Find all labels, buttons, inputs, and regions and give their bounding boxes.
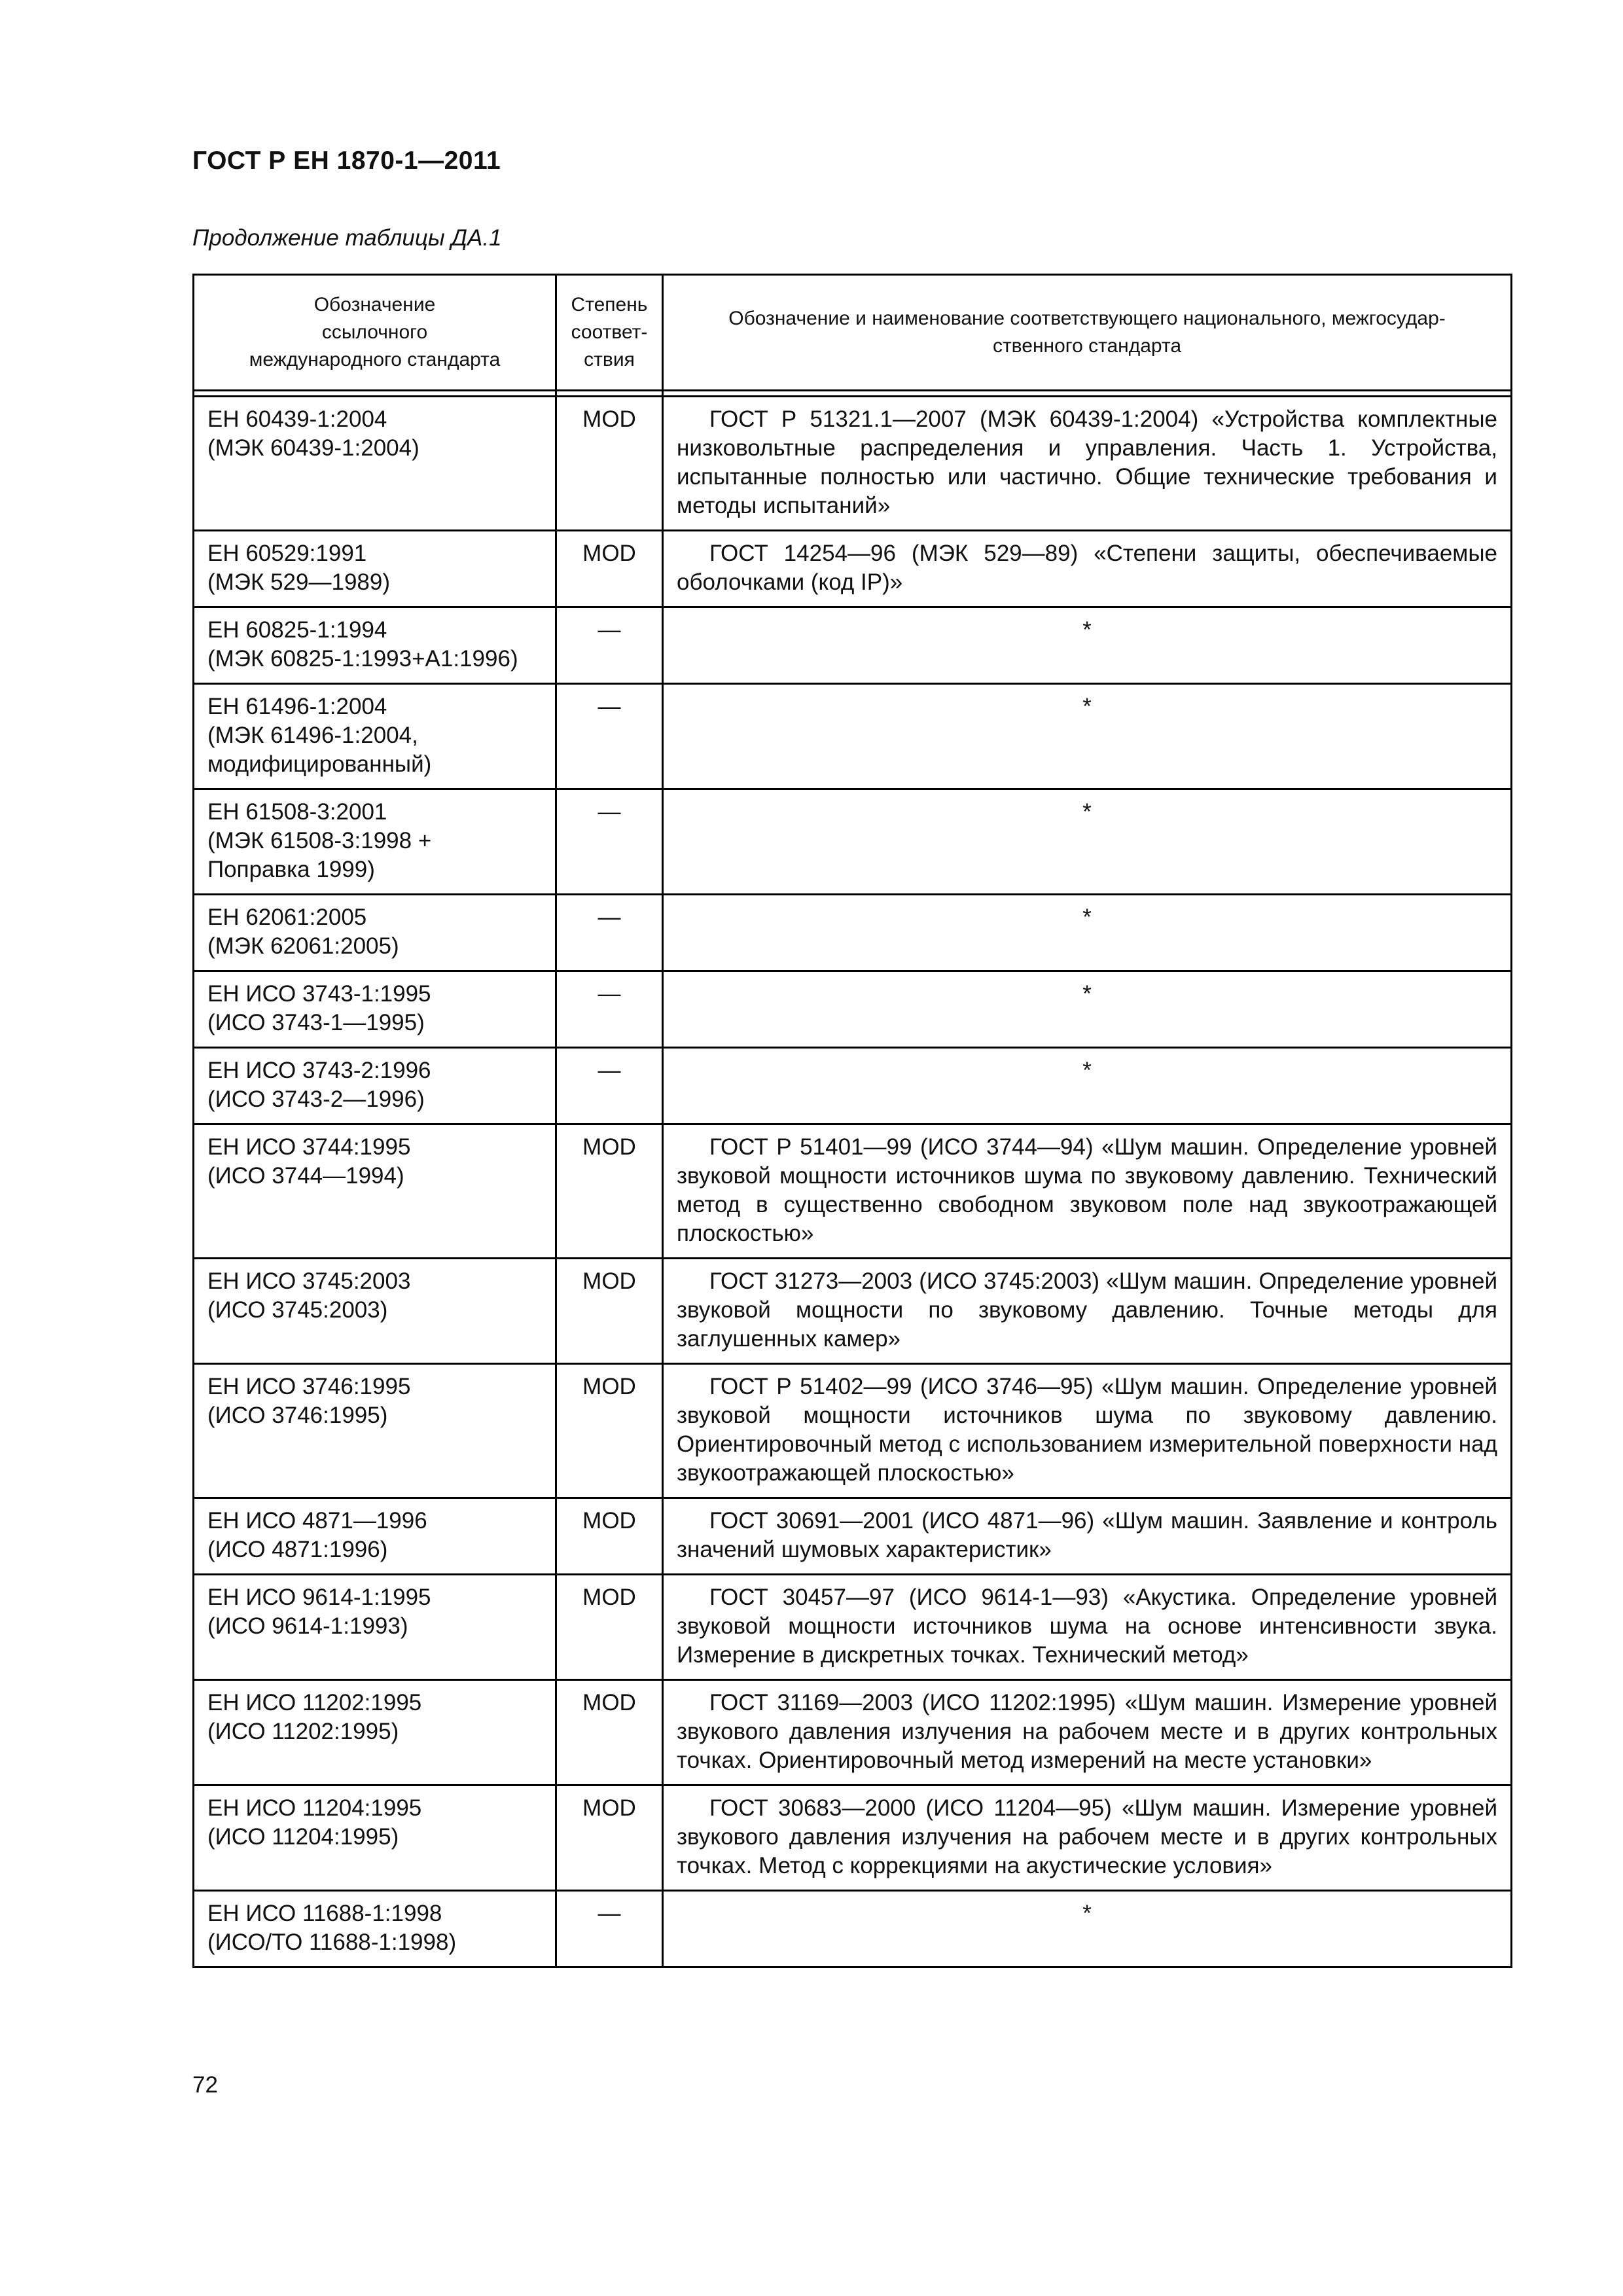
table-row <box>194 1259 1512 1364</box>
national-standard-cell: ГОСТ 31273—2003 (ИСО 3745:2003) «Шум машин. Определение уровней звуковой мощности по звуковому давлению. Точные методы для заглушенных камер» <box>663 1259 1512 1364</box>
national-standard-cell: * <box>663 1891 1512 1967</box>
table-row <box>194 1364 1512 1498</box>
reference-standard-cell: ЕН 60529:1991 (МЭК 529—1989) <box>194 531 556 607</box>
national-standard-cell: ГОСТ 30457—97 (ИСО 9614-1—93) «Акустика. Определение уровней звуковой мощности источников шума на основе интенсивности звука. Измерение в дискретных точках. Технический метод» <box>663 1575 1512 1680</box>
national-standard-cell: * <box>663 971 1512 1048</box>
reference-standard-cell: ЕН 61496-1:2004 (МЭК 61496-1:2004, модифицированный) <box>194 684 556 789</box>
national-standard-cell: * <box>663 895 1512 971</box>
reference-standard-cell: ЕН ИСО 11202:1995 (ИСО 11202:1995) <box>194 1680 556 1785</box>
national-standard-cell: ГОСТ Р 51402—99 (ИСО 3746—95) «Шум машин. Определение уровней звуковой мощности источников шума по звуковому давлению. Ориентировочный метод с использованием измерительной поверхности над звукоотражающей плоскостью» <box>663 1364 1512 1498</box>
national-standard-cell: ГОСТ 31169—2003 (ИСО 11202:1995) «Шум машин. Измерение уровней звукового давления излучения на рабочем месте и в других контрольных точках. Ориентировочный метод измерений на месте установки» <box>663 1680 1512 1785</box>
table-body <box>194 391 1512 1967</box>
table-row <box>194 895 1512 971</box>
conformity-degree-cell: — <box>556 1891 663 1967</box>
conformity-degree-cell: — <box>556 971 663 1048</box>
reference-standard-cell: ЕН ИСО 3743-2:1996 (ИСО 3743-2—1996) <box>194 1048 556 1124</box>
national-standard-cell: ГОСТ 30691—2001 (ИСО 4871—96) «Шум машин. Заявление и контроль значений шумовых характеристик» <box>663 1498 1512 1575</box>
conformity-degree-cell: — <box>556 1048 663 1124</box>
conformity-degree-cell: — <box>556 607 663 684</box>
table-row <box>194 397 1512 531</box>
header-separator <box>194 391 1512 397</box>
document-title: ГОСТ Р ЕН 1870-1—2011 <box>192 147 501 175</box>
table-row <box>194 531 1512 607</box>
conformity-degree-cell: MOD <box>556 1680 663 1785</box>
table-row <box>194 1785 1512 1891</box>
reference-standard-cell: ЕН ИСО 9614-1:1995 (ИСО 9614-1:1993) <box>194 1575 556 1680</box>
reference-standard-cell: ЕН 60825-1:1994 (МЭК 60825-1:1993+А1:1996) <box>194 607 556 684</box>
reference-standard-cell: ЕН ИСО 11204:1995 (ИСО 11204:1995) <box>194 1785 556 1891</box>
standards-table <box>192 274 1512 1968</box>
page-number: 72 <box>192 2072 218 2098</box>
table-row <box>194 971 1512 1048</box>
table-row <box>194 1891 1512 1967</box>
reference-standard-cell: ЕН ИСО 11688-1:1998 (ИСО/ТО 11688-1:1998) <box>194 1891 556 1967</box>
table-row <box>194 1124 1512 1259</box>
reference-standard-cell: ЕН ИСО 3746:1995 (ИСО 3746:1995) <box>194 1364 556 1498</box>
national-standard-cell: ГОСТ Р 51401—99 (ИСО 3744—94) «Шум машин. Определение уровней звуковой мощности источников шума по звуковому давлению. Технический метод в существенно свободном звуковом поле над звукоотражающей плоскостью» <box>663 1124 1512 1259</box>
conformity-degree-cell: — <box>556 684 663 789</box>
column-header-reference: Обозначение ссылочного международного стандарта <box>194 275 556 391</box>
table-row <box>194 1498 1512 1575</box>
reference-standard-cell: ЕН ИСО 4871—1996 (ИСО 4871:1996) <box>194 1498 556 1575</box>
table-caption: Продолжение таблицы ДА.1 <box>192 225 502 251</box>
national-standard-cell: ГОСТ Р 51321.1—2007 (МЭК 60439-1:2004) «Устройства комплектные низковольтные распределения и управления. Часть 1. Устройства, испытанные полностью или частично. Общие технические требования и методы испытаний» <box>663 397 1512 531</box>
table-header-row <box>194 275 1512 391</box>
table-row <box>194 789 1512 895</box>
reference-standard-cell: ЕН ИСО 3745:2003 (ИСО 3745:2003) <box>194 1259 556 1364</box>
national-standard-cell: * <box>663 607 1512 684</box>
column-header-national: Обозначение и наименование соответствующего национального, межгосудар- ственного стандарта <box>663 275 1512 391</box>
reference-standard-cell: ЕН 61508-3:2001 (МЭК 61508-3:1998 + Поправка 1999) <box>194 789 556 895</box>
reference-standard-cell: ЕН ИСО 3743-1:1995 (ИСО 3743-1—1995) <box>194 971 556 1048</box>
table-row <box>194 1048 1512 1124</box>
conformity-degree-cell: MOD <box>556 531 663 607</box>
conformity-degree-cell: MOD <box>556 1498 663 1575</box>
table-row <box>194 607 1512 684</box>
conformity-degree-cell: — <box>556 789 663 895</box>
conformity-degree-cell: MOD <box>556 1785 663 1891</box>
column-header-degree: Степень соответ- ствия <box>556 275 663 391</box>
reference-standard-cell: ЕН ИСО 3744:1995 (ИСО 3744—1994) <box>194 1124 556 1259</box>
reference-standard-cell: ЕН 60439-1:2004 (МЭК 60439-1:2004) <box>194 397 556 531</box>
national-standard-cell: * <box>663 789 1512 895</box>
conformity-degree-cell: — <box>556 895 663 971</box>
reference-standard-cell: ЕН 62061:2005 (МЭК 62061:2005) <box>194 895 556 971</box>
table-row <box>194 684 1512 789</box>
national-standard-cell: ГОСТ 14254—96 (МЭК 529—89) «Степени защиты, обеспечиваемые оболочками (код IP)» <box>663 531 1512 607</box>
conformity-degree-cell: MOD <box>556 1575 663 1680</box>
conformity-degree-cell: MOD <box>556 1124 663 1259</box>
national-standard-cell: * <box>663 1048 1512 1124</box>
table-row <box>194 1575 1512 1680</box>
national-standard-cell: * <box>663 684 1512 789</box>
national-standard-cell: ГОСТ 30683—2000 (ИСО 11204—95) «Шум машин. Измерение уровней звукового давления излучения на рабочем месте и в других контрольных точках. Метод с коррекциями на акустические условия» <box>663 1785 1512 1891</box>
conformity-degree-cell: MOD <box>556 1364 663 1498</box>
conformity-degree-cell: MOD <box>556 1259 663 1364</box>
table-row <box>194 1680 1512 1785</box>
conformity-degree-cell: MOD <box>556 397 663 531</box>
